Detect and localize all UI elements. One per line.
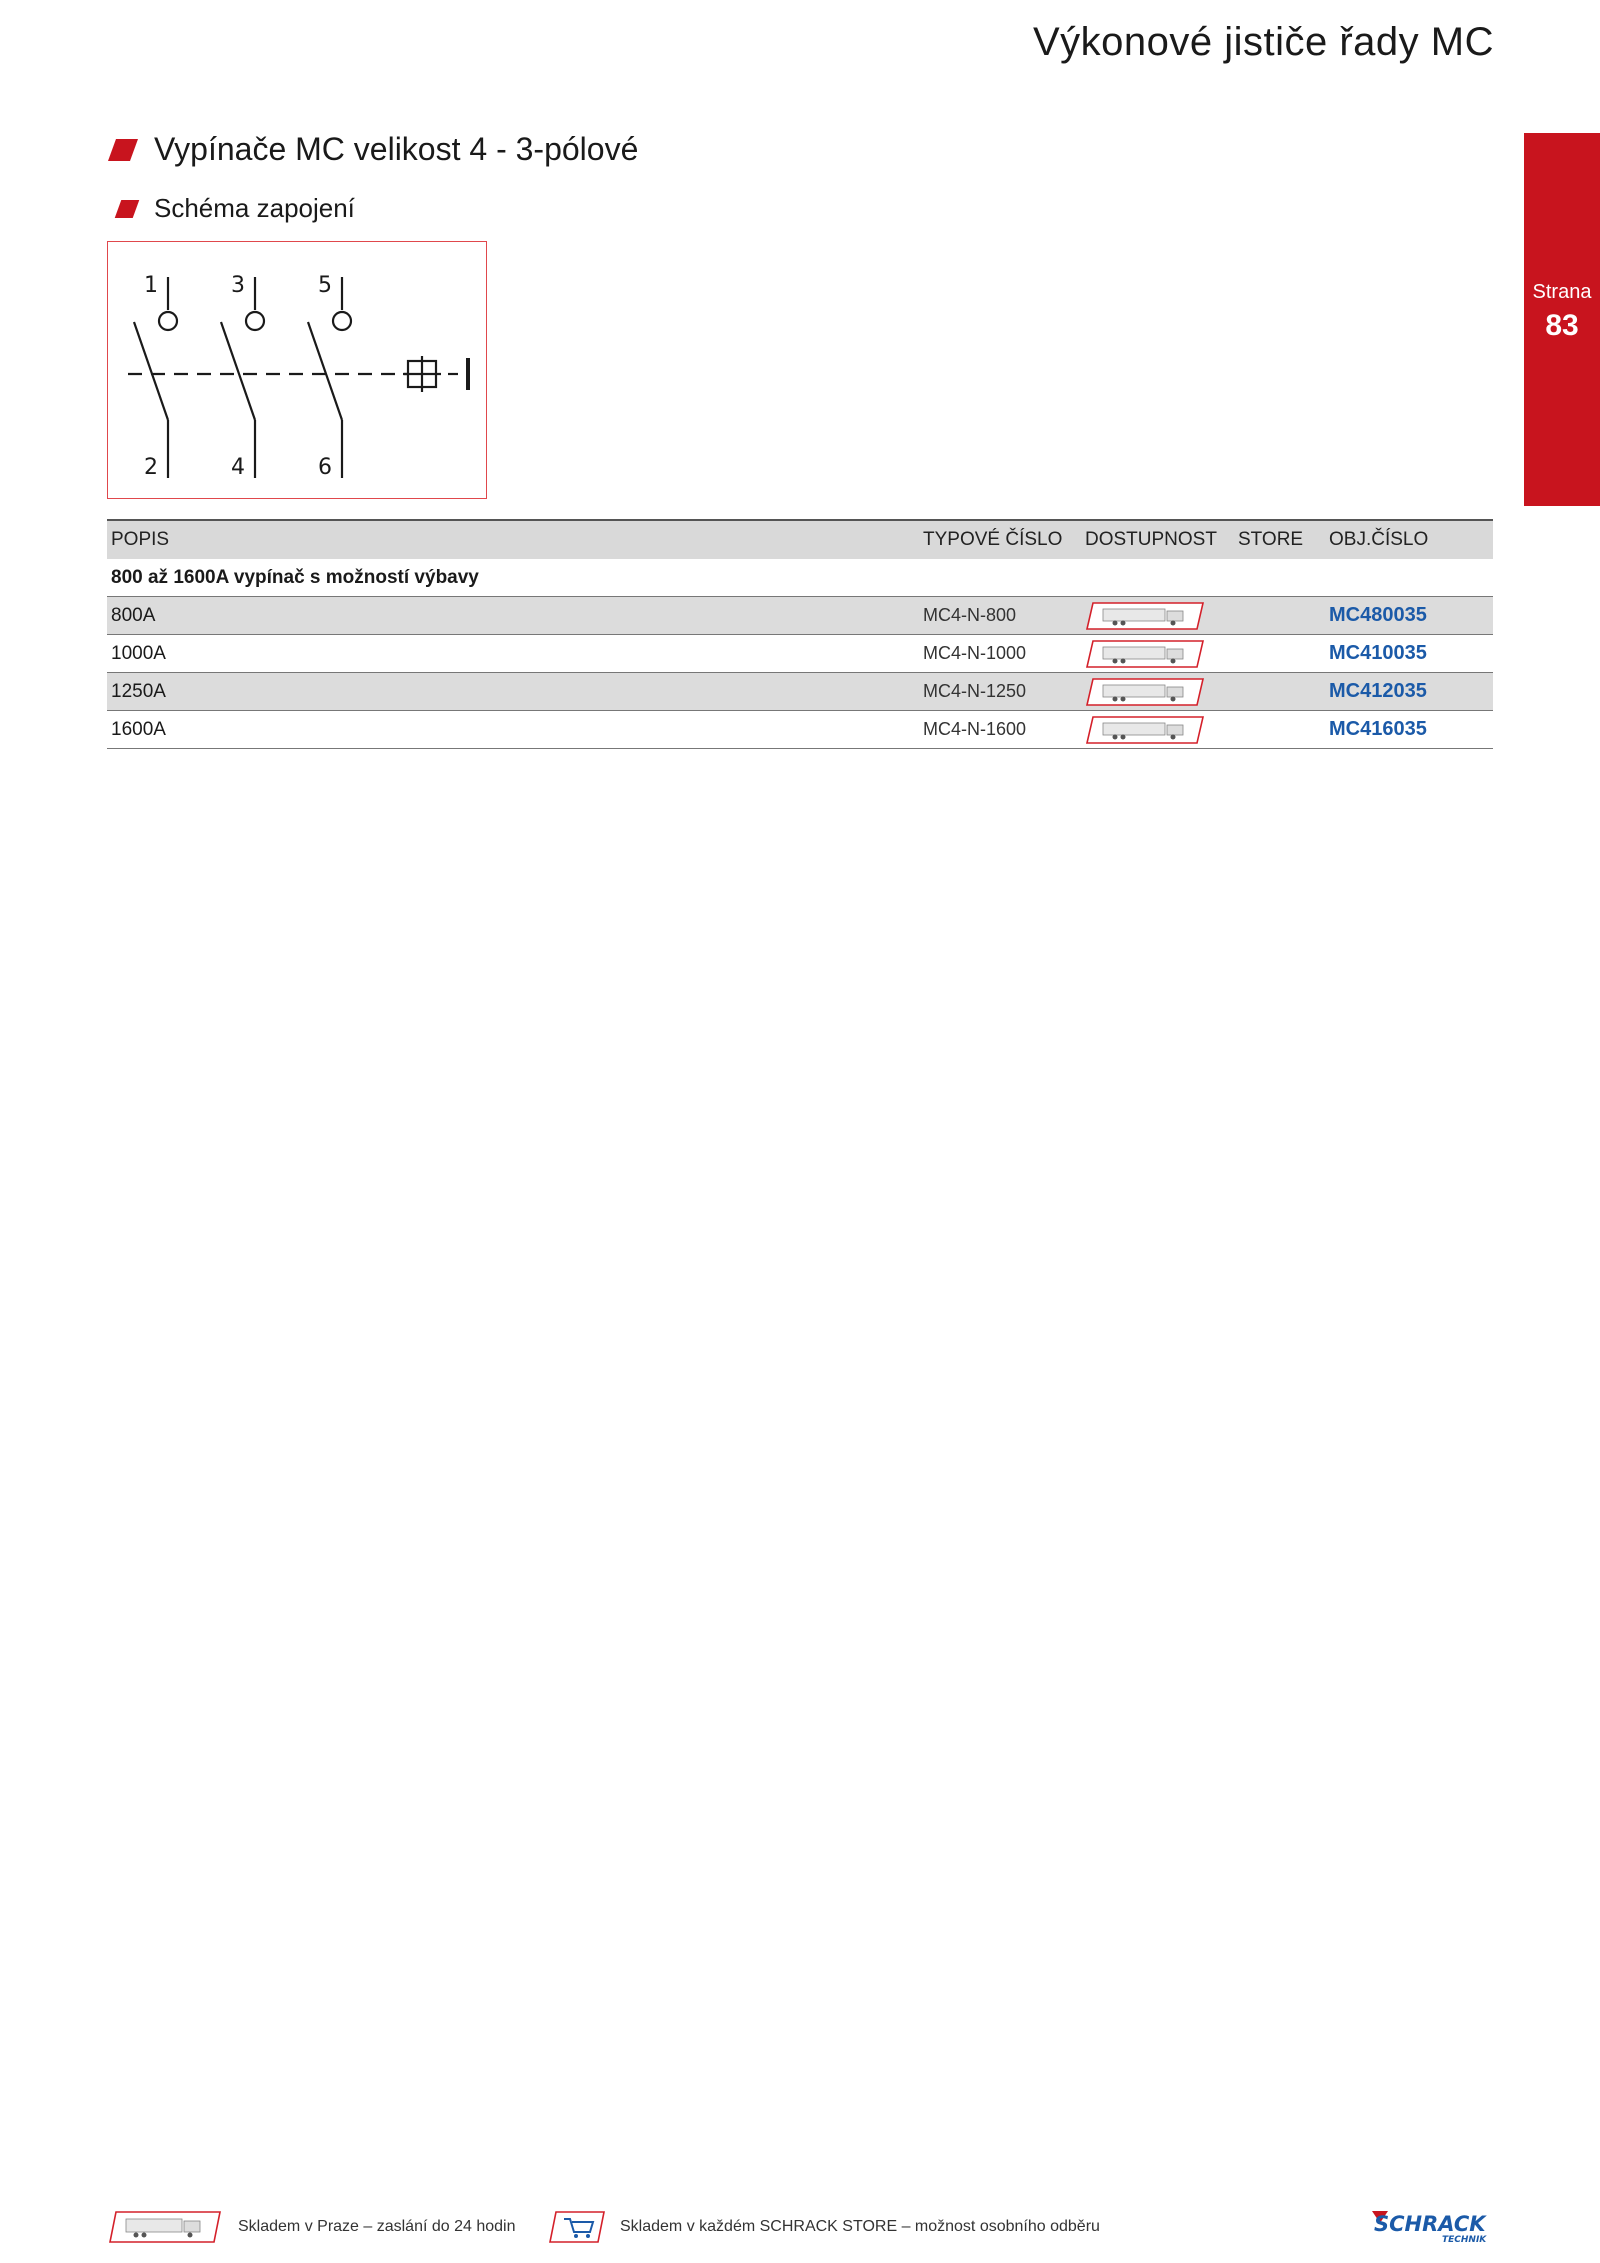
- sub-heading: [118, 193, 355, 224]
- col-obj-cislo: OBJ.ČÍSLO: [1325, 520, 1493, 559]
- row-popis: 1250A: [107, 673, 919, 711]
- group-row: [107, 559, 1493, 597]
- col-dostupnost: DOSTUPNOST: [1081, 520, 1234, 559]
- footer-legend-store-text: Skladem v každém SCHRACK STORE – možnost osobního odběru: [620, 2218, 1100, 2235]
- row-popis: 800A: [107, 597, 919, 635]
- truck-icon: [1085, 601, 1205, 631]
- product-table: [107, 519, 1493, 749]
- row-dostupnost: [1081, 635, 1234, 673]
- row-store: [1234, 635, 1325, 673]
- table-row: [107, 673, 1493, 711]
- row-typove-cislo: MC4-N-1000: [919, 635, 1081, 673]
- page-number: 83: [1545, 309, 1579, 342]
- terminal-6: 6: [318, 455, 332, 480]
- section-heading-text: Vypínače MC velikost 4 - 3-pólové: [154, 131, 639, 167]
- wiring-diagram-svg: [108, 242, 486, 498]
- terminal-2: 2: [144, 455, 158, 480]
- col-store: STORE: [1234, 520, 1325, 559]
- red-bullet-icon: [115, 200, 140, 218]
- pole-3-contact-icon: [333, 312, 351, 330]
- pole-1-contact-icon: [159, 312, 177, 330]
- table-row: [107, 597, 1493, 635]
- logo-sub-text: TECHNIK: [1442, 2235, 1487, 2245]
- row-store: [1234, 673, 1325, 711]
- row-popis: 1000A: [107, 635, 919, 673]
- col-popis: POPIS: [107, 520, 919, 559]
- truck-icon: [108, 2210, 222, 2244]
- pole-1-blade: [134, 322, 168, 420]
- row-obj-cislo[interactable]: MC480035: [1325, 597, 1493, 635]
- row-typove-cislo: MC4-N-1250: [919, 673, 1081, 711]
- schrack-logo: [1358, 2209, 1508, 2250]
- truck-icon: [1085, 715, 1205, 745]
- row-dostupnost: [1081, 673, 1234, 711]
- table-row: [107, 711, 1493, 749]
- section-heading: [112, 131, 638, 168]
- row-typove-cislo: MC4-N-800: [919, 597, 1081, 635]
- pole-3-blade: [308, 322, 342, 420]
- row-typove-cislo: MC4-N-1600: [919, 711, 1081, 749]
- truck-icon: [1085, 639, 1205, 669]
- red-bullet-icon: [108, 139, 138, 161]
- footer-legend-store: [548, 2209, 1100, 2245]
- table-row: [107, 635, 1493, 673]
- row-store: [1234, 711, 1325, 749]
- page-number-label: Strana: [1532, 281, 1592, 303]
- footer: [108, 2209, 1508, 2249]
- row-dostupnost: [1081, 711, 1234, 749]
- row-dostupnost: [1081, 597, 1234, 635]
- terminal-5: 5: [318, 273, 332, 298]
- page-number-tab: [1524, 133, 1600, 506]
- logo-main-text: SCHRACK: [1374, 2212, 1486, 2236]
- row-popis: 1600A: [107, 711, 919, 749]
- row-obj-cislo[interactable]: MC410035: [1325, 635, 1493, 673]
- wiring-diagram: [107, 241, 487, 499]
- row-obj-cislo[interactable]: MC416035: [1325, 711, 1493, 749]
- row-obj-cislo[interactable]: MC412035: [1325, 673, 1493, 711]
- terminal-4: 4: [231, 455, 245, 480]
- terminal-3: 3: [231, 273, 245, 298]
- pole-2-blade: [221, 322, 255, 420]
- col-typove-cislo: TYPOVÉ ČÍSLO: [919, 520, 1081, 559]
- pole-2-contact-icon: [246, 312, 264, 330]
- sub-heading-text: Schéma zapojení: [154, 193, 355, 223]
- footer-legend-truck: [108, 2209, 516, 2245]
- terminal-1: 1: [144, 273, 158, 298]
- group-title: 800 až 1600A vypínač s možností výbavy: [107, 559, 1493, 597]
- truck-icon: [1085, 677, 1205, 707]
- page-title: Výkonové jističe řady MC: [1032, 20, 1494, 64]
- schrack-logo-icon: [1358, 2209, 1508, 2245]
- row-store: [1234, 597, 1325, 635]
- footer-legend-truck-text: Skladem v Praze – zaslání do 24 hodin: [238, 2218, 516, 2235]
- table-header-row: [107, 520, 1493, 559]
- shopping-cart-icon: [548, 2210, 606, 2244]
